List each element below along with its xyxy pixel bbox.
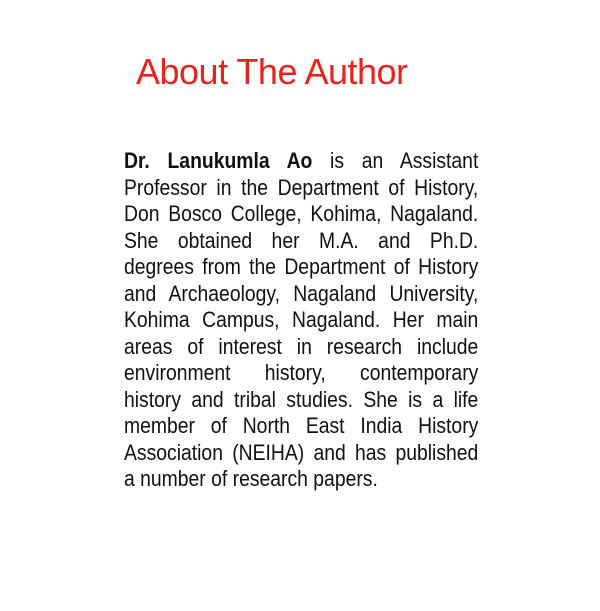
author-bio	[124, 148, 478, 493]
page-title: About The Author	[136, 51, 408, 92]
author-bio-text: is an Assistant Professor in the Department of History, Don Bosco College, Kohima, Nagaland. She obtained her M.A. and Ph.D. degrees from the Department of History and Archaeology, Nagaland University, Kohima Campus, Nagaland. Her main areas of interest in research include environment history, contemporary history and tribal studies. She is a life member of North East India History Association (NEIHA) and has published a number of research papers.	[124, 148, 479, 491]
author-name: Dr. Lanukumla Ao	[124, 148, 313, 173]
